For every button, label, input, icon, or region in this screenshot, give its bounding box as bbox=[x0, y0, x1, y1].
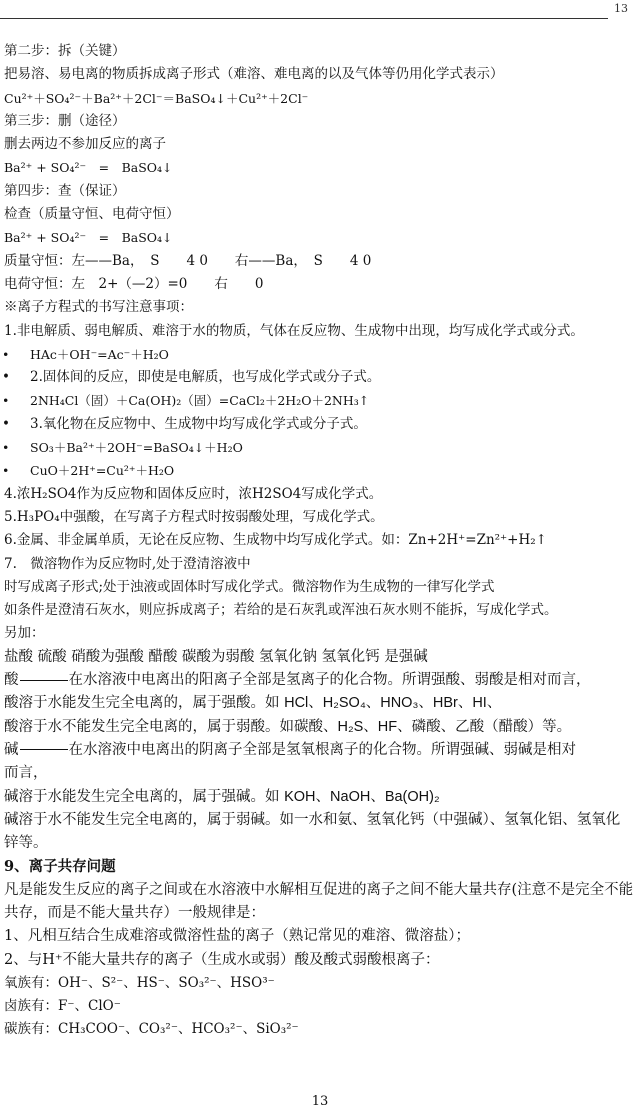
base-definition bbox=[4, 739, 634, 762]
bullet-equation-3: • SO₃＋Ba²⁺＋2OH⁻=BaSO₄↓＋H₂O bbox=[4, 436, 634, 459]
step-four-equation: Ba²⁺ + SO₄²⁻ = BaSO₄↓ bbox=[4, 230, 173, 246]
bullet-equation-2: • 2NH₄Cl（固）＋Ca(OH)₂（固）=CaCl₂＋2H₂O＋2NH₃↑ bbox=[4, 389, 634, 412]
note-7-cont-2: 如条件是澄清石灰水，则应拆成离子；若给的是石灰乳或浑浊石灰水则不能拆，写成化学式。 bbox=[4, 602, 558, 619]
note-1: 1.非电解质、弱电解质、难溶于水的物质，气体在反应物、生成物中出现，均写成化学式或分式。 bbox=[4, 322, 584, 339]
step-four-heading: 第四步：查（保证） bbox=[4, 182, 126, 199]
footer-page-number: 13 bbox=[311, 1094, 329, 1109]
addendum-label: 另加： bbox=[4, 625, 45, 642]
rule-2: 2、与H⁺不能大量共存的离子（生成水或弱）酸及酸式弱酸根离子： bbox=[4, 951, 440, 968]
note-5: 5.H₃PO₄中强酸，在写离子方程式时按弱酸处理，写成化学式。 bbox=[4, 508, 384, 525]
section-9-intro: 凡是能发生反应的离子之间或在水溶液中水解相互促进的离子之间不能大量共存(注意不是完全不能共存，而是不能大量共存）一般规律是： bbox=[4, 881, 634, 921]
note-7: 7. 微溶物作为反应物时,处于澄清溶液中 bbox=[4, 555, 251, 572]
weak-acid-examples: H₂S、HF、 bbox=[337, 718, 412, 735]
step-two-text: 把易溶、易电离的物质拆成离子形式（难溶、难电离的以及气体等仍用化学式表示） bbox=[4, 66, 504, 83]
weak-acid-text-end: 磷酸、乙酸（醋酸）等。 bbox=[411, 718, 572, 735]
strong-acid-examples: HCl、H₂SO₄、HNO₃、HBr、HI、 bbox=[284, 695, 502, 712]
base-dash bbox=[20, 749, 68, 750]
header-page-number: 13 bbox=[614, 2, 628, 15]
note-6: 6.金属、非金属单质，无论在反应物、生成物中均写成化学式。如：Zn+2H⁺=Zn²⁺+H₂↑ bbox=[4, 532, 547, 549]
strong-base-examples: KOH、NaOH、Ba(OH)₂ bbox=[284, 788, 440, 805]
document-body bbox=[4, 40, 634, 1042]
acid-definition-text: 在水溶液中电离出的阳离子全部是氢离子的化合物。所谓强酸、弱酸是相对而言， bbox=[68, 672, 591, 689]
section-9-heading: 9、离子共存问题 bbox=[4, 858, 116, 876]
strong-base-line bbox=[4, 786, 634, 809]
bullet-equation-4: • CuO＋2H⁺=Cu²⁺＋H₂O bbox=[4, 459, 634, 482]
rule-1: 1、凡相互结合生成难溶或微溶性盐的离子（熟记常见的难溶、微溶盐）； bbox=[4, 928, 470, 945]
base-definition-cont: 而言， bbox=[4, 765, 48, 782]
acid-dash bbox=[20, 680, 68, 681]
acid-term: 酸 bbox=[4, 672, 19, 689]
charge-conservation: 电荷守恒：左 2+（—2）=0 右 0 bbox=[4, 275, 264, 292]
halogen-group: 卤族有：F⁻、ClO⁻ bbox=[4, 998, 121, 1015]
step-two-heading: 第二步：拆（关键） bbox=[4, 43, 126, 59]
step-four-text: 检查（质量守恒、电荷守恒） bbox=[4, 206, 180, 223]
weak-base-line: 碱溶于水不能发生完全电离的，属于弱碱。如一水和氨、氢氧化钙（中强碱）、氢氧化铝、氢氧化锌等。 bbox=[4, 811, 621, 852]
step-three-text: 删去两边不参加反应的离子 bbox=[4, 136, 166, 153]
oxygen-group: 氧族有：OH⁻、S²⁻、HS⁻、SO₃²⁻、HSO³⁻ bbox=[4, 974, 275, 991]
strong-acid-text: 酸溶于水能发生完全电离的，属于强酸。如 bbox=[4, 695, 285, 712]
note-3: • 3.氧化物在反应物中、生成物中均写成化学式或分子式。 bbox=[4, 413, 634, 436]
bullet-equation-1: • HAc＋OH⁻=Ac⁻＋H₂O bbox=[4, 343, 634, 366]
note-2: • 2.固体间的反应，即使是电解质，也写成化学式或分子式。 bbox=[4, 366, 634, 389]
base-definition-text: 在水溶液中电离出的阴离子全部是氢氧根离子的化合物。所谓强碱、弱碱是相对 bbox=[68, 741, 576, 758]
mass-conservation: 质量守恒：左——Ba， S 4 0 右——Ba， S 4 0 bbox=[4, 252, 372, 269]
weak-acid-text: 酸溶于水不能发生完全电离的，属于弱酸。如碳酸、 bbox=[4, 718, 338, 735]
strong-base-text: 碱溶于水能发生完全电离的，属于强碱。如 bbox=[4, 788, 285, 805]
header-rule bbox=[0, 18, 608, 19]
acid-base-list: 盐酸 硫酸 硝酸为强酸 醋酸 碳酸为弱酸 氢氧化钠 氢氧化钙 是强碱 bbox=[4, 648, 428, 665]
step-two-equation: Cu²⁺＋SO₄²⁻＋Ba²⁺＋2Cl⁻＝BaSO₄↓＋Cu²⁺＋2Cl⁻ bbox=[4, 90, 309, 106]
weak-acid-line bbox=[4, 716, 634, 739]
step-three-heading: 第三步：删（途径） bbox=[4, 112, 126, 129]
strong-acid-line bbox=[4, 692, 634, 715]
step-three-equation: Ba²⁺ + SO₄²⁻ = BaSO₄↓ bbox=[4, 160, 173, 176]
note-4: 4.浓H₂SO4作为反应物和固体反应时，浓H2SO4写成化学式。 bbox=[4, 485, 383, 502]
base-term: 碱 bbox=[4, 741, 19, 758]
note-7-cont: 时写成离子形式;处于浊液或固体时写成化学式。微溶物作为生成物的一律写化学式 bbox=[4, 578, 495, 595]
carbon-group: 碳族有：CH₃COO⁻、CO₃²⁻、HCO₃²⁻、SiO₃²⁻ bbox=[4, 1021, 299, 1038]
notes-heading: ※离子方程式的书写注意事项： bbox=[4, 299, 193, 316]
acid-definition bbox=[4, 669, 634, 692]
